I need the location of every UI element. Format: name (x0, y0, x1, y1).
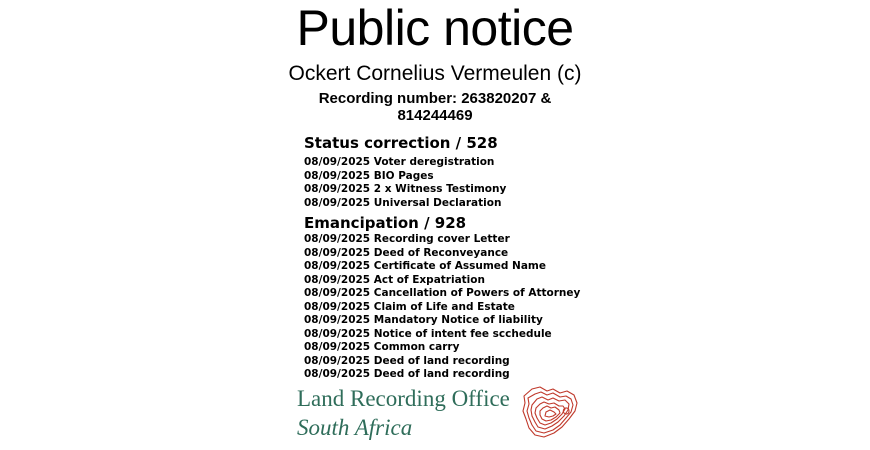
list-item: 08/09/2025 Deed of land recording (304, 354, 510, 367)
south-africa-map-fingerprint-icon (520, 385, 582, 441)
person-name: Ockert Cornelius Vermeulen (c) (288, 62, 582, 85)
list-item: 08/09/2025 Claim of Life and Estate (304, 300, 515, 313)
list-item: 08/09/2025 Deed of Reconveyance (304, 246, 509, 259)
recording-number-line-2: 814244469 (397, 107, 473, 124)
section-heading-emancipation: Emancipation / 928 (304, 214, 467, 232)
office-name: Land Recording Office (297, 386, 510, 411)
status-correction-list (304, 156, 506, 210)
list-item: 08/09/2025 2 x Witness Testimony (304, 183, 507, 195)
list-item: 08/09/2025 Act of Expatriation (304, 273, 485, 286)
notice-title: Public notice (296, 0, 574, 56)
list-item: 08/09/2025 Certificate of Assumed Name (304, 260, 546, 272)
list-item: 08/09/2025 BIO Pages (304, 169, 434, 182)
recording-number-line-1: Recording number: 263820207 & (318, 90, 552, 107)
emancipation-list (304, 233, 580, 382)
list-item: 08/09/2025 Common carry (304, 341, 460, 353)
list-item: 08/09/2025 Cancellation of Powers of Attorney (304, 287, 581, 299)
list-item: 08/09/2025 Deed of land recording (304, 368, 510, 380)
list-item: 08/09/2025 Recording cover Letter (304, 233, 510, 245)
list-item: 08/09/2025 Universal Declaration (304, 196, 502, 209)
office-country: South Africa (297, 415, 413, 440)
section-heading-status-correction: Status correction / 528 (304, 134, 498, 152)
list-item: 08/09/2025 Mandatory Notice of liability (304, 314, 543, 326)
list-item: 08/09/2025 Voter deregistration (304, 156, 495, 168)
list-item: 08/09/2025 Notice of intent fee scchedule (304, 327, 552, 340)
recording-number (0, 90, 870, 124)
